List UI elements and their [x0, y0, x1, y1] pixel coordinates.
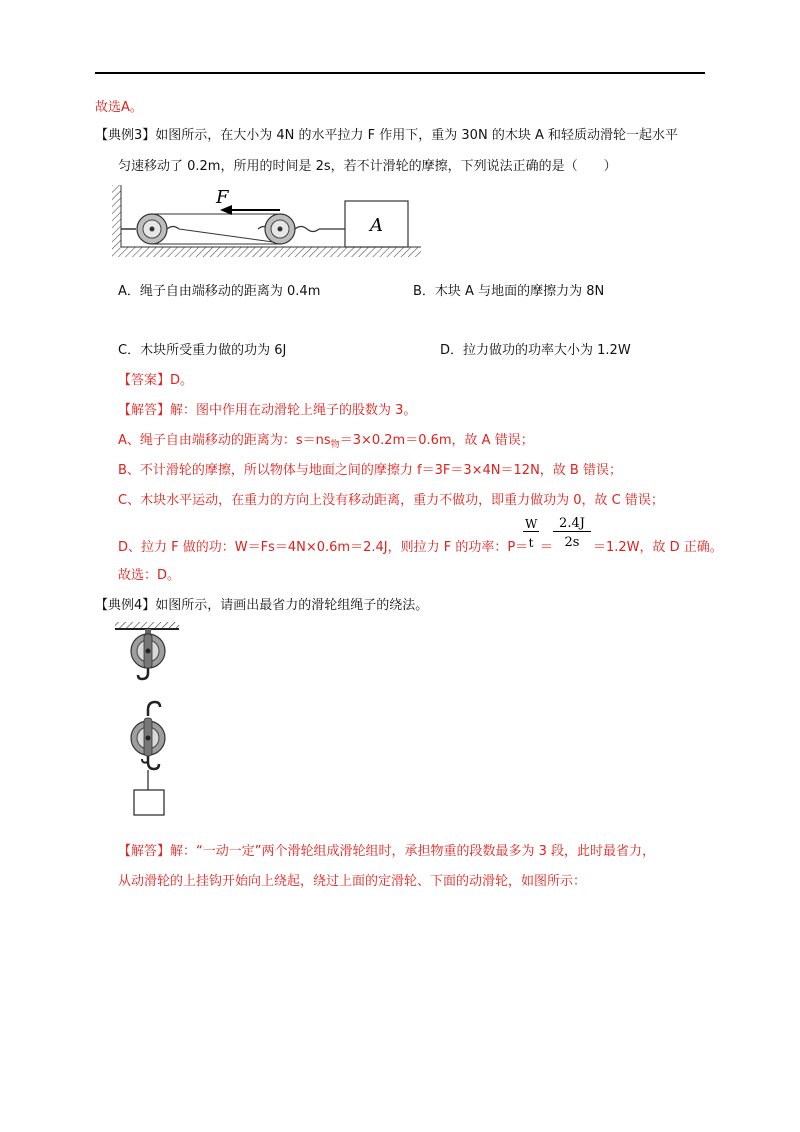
- pulley-wheel-icon: [131, 718, 165, 756]
- pulley-block-figure: [112, 185, 422, 265]
- analysis-line-d-result: ＝1.2W，故 D 正确。: [593, 540, 723, 555]
- example4-stem-text: 如图所示，请画出最省力的滑轮组绳子的绕法。: [155, 598, 429, 613]
- fraction-value-denominator: 2s: [564, 535, 580, 550]
- analysis-line-d: D、拉力 F 做的功：W＝Fs＝4N×0.6m＝2.4J，则拉力 F 的功率：P＝: [118, 540, 529, 555]
- option-d: D．拉力做功的功率大小为 1.2W: [440, 343, 631, 358]
- ground: [121, 247, 421, 257]
- analysis-line-a: [118, 433, 534, 453]
- example3-stem-text: 如图所示，在大小为 4N 的水平拉力 F 作用下，重为 30N 的木块 A 和轻质动滑轮一起水平: [155, 128, 678, 143]
- analysis-line-c: C、木块水平运动，在重力的方向上没有移动距离，重力不做功，即重力做功为 0，故 C 错误；: [118, 493, 664, 508]
- ceiling: [115, 622, 179, 629]
- header-rule: [95, 72, 705, 74]
- fraction-value-numerator: 2.4J: [553, 517, 591, 532]
- fixed-pulley-figure: [113, 620, 183, 682]
- equals-sign: ＝: [540, 540, 554, 555]
- fixed-pulley: [121, 214, 179, 244]
- block-label: A: [370, 215, 383, 236]
- example4-analysis-line2: 从动滑轮的上挂钩开始向上绕起，绕过上面的定滑轮、下面的动滑轮，如图所示：: [118, 874, 587, 889]
- option-a: A．绳子自由端移动的距离为 0.4m: [118, 284, 321, 299]
- analysis-line-a-text: A、绳子自由端移动的距离为：s＝ns: [118, 433, 331, 448]
- analysis-line-b: B、不计滑轮的摩擦，所以物体与地面之间的摩擦力 f＝3F＝3×4N＝12N，故 B 错误；: [118, 463, 622, 478]
- fraction-w-over-t: [523, 517, 539, 550]
- pulley-wheel-icon: [131, 629, 165, 679]
- movable-pulley: [258, 214, 345, 244]
- hook-icon: [142, 756, 159, 769]
- wall: [112, 185, 121, 257]
- force-arrow: [215, 187, 280, 215]
- example3-conclusion: 故选：D。: [118, 568, 181, 583]
- fraction-t-denominator: t: [528, 536, 534, 550]
- example3-tag: 【典例3】: [95, 128, 156, 143]
- fraction-w-numerator: W: [525, 517, 538, 531]
- example3-analysis: 【解答】解：图中作用在动滑轮上绳子的股数为 3。: [118, 403, 417, 418]
- example4-analysis-line1: 【解答】解：“一动一定”两个滑轮组成滑轮组时，承担物重的段数最多为 3 段，此时最省力，: [118, 844, 656, 859]
- example3-stem-line1: [95, 128, 678, 144]
- example3-stem-line2: 匀速移动了 0.2m，所用的时间是 2s，若不计滑轮的摩擦，下列说法正确的是（ ）: [118, 159, 617, 174]
- subscript-wu: 物: [330, 440, 340, 450]
- example3-answer: 【答案】D。: [118, 373, 194, 388]
- option-c: C．木块所受重力做的功为 6J: [118, 343, 287, 358]
- option-b: B．木块 A 与地面的摩擦力为 8N: [413, 284, 605, 299]
- analysis-line-a-rest: ＝3×0.2m＝0.6m，故 A 错误；: [339, 433, 534, 448]
- example4-tag: 【典例4】: [95, 598, 156, 613]
- load-block: [134, 790, 164, 815]
- example4-stem: [95, 598, 428, 614]
- movable-pulley-figure: [113, 698, 183, 818]
- previous-conclusion: 故选A。: [95, 100, 143, 115]
- hook-icon: [148, 702, 160, 716]
- fraction-value: [553, 517, 591, 550]
- force-label: F: [216, 187, 229, 208]
